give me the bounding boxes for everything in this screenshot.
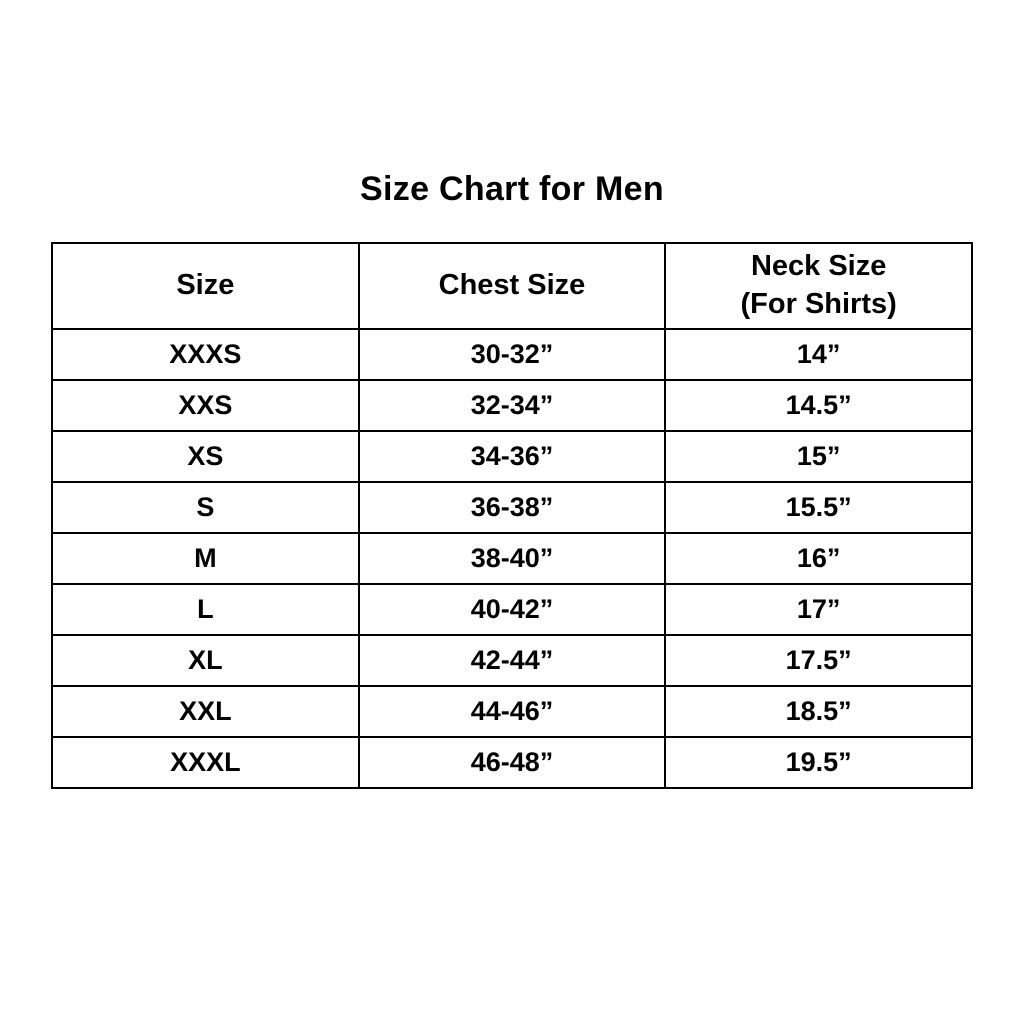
chest-cell: 32-34”	[359, 380, 666, 431]
neck-cell: 14”	[665, 329, 972, 380]
size-cell: XXS	[52, 380, 359, 431]
neck-cell: 17.5”	[665, 635, 972, 686]
table-row	[52, 380, 972, 431]
header-row	[52, 243, 972, 329]
column-header-neck-size-sublabel: (For Shirts)	[740, 288, 897, 320]
neck-cell: 16”	[665, 533, 972, 584]
page-title: Size Chart for Men	[360, 170, 664, 208]
neck-cell: 17”	[665, 584, 972, 635]
column-header-size	[52, 243, 359, 329]
column-header-size-label: Size	[176, 269, 235, 302]
size-chart-table	[51, 242, 973, 789]
table-body	[52, 329, 972, 788]
size-cell: L	[52, 584, 359, 635]
chest-cell: 38-40”	[359, 533, 666, 584]
table-row	[52, 431, 972, 482]
chest-cell: 42-44”	[359, 635, 666, 686]
chest-cell: 30-32”	[359, 329, 666, 380]
table-row	[52, 533, 972, 584]
table-row	[52, 635, 972, 686]
size-cell: XXL	[52, 686, 359, 737]
column-header-neck-size-label: Neck Size	[750, 250, 887, 283]
table-row	[52, 737, 972, 788]
size-cell: XXXS	[52, 329, 359, 380]
size-cell: XL	[52, 635, 359, 686]
chest-cell: 36-38”	[359, 482, 666, 533]
neck-cell: 15”	[665, 431, 972, 482]
size-cell: XXXL	[52, 737, 359, 788]
neck-cell: 15.5”	[665, 482, 972, 533]
size-cell: XS	[52, 431, 359, 482]
neck-cell: 18.5”	[665, 686, 972, 737]
chest-cell: 46-48”	[359, 737, 666, 788]
chest-cell: 44-46”	[359, 686, 666, 737]
chest-cell: 40-42”	[359, 584, 666, 635]
column-header-chest-size-label: Chest Size	[438, 269, 586, 302]
table-row	[52, 329, 972, 380]
size-cell: S	[52, 482, 359, 533]
size-cell: M	[52, 533, 359, 584]
column-header-chest-size	[359, 243, 666, 329]
chest-cell: 34-36”	[359, 431, 666, 482]
table-header	[52, 243, 972, 329]
table-row	[52, 584, 972, 635]
table-row	[52, 482, 972, 533]
neck-cell: 19.5”	[665, 737, 972, 788]
column-header-neck-size	[665, 243, 972, 329]
neck-cell: 14.5”	[665, 380, 972, 431]
table-row	[52, 686, 972, 737]
